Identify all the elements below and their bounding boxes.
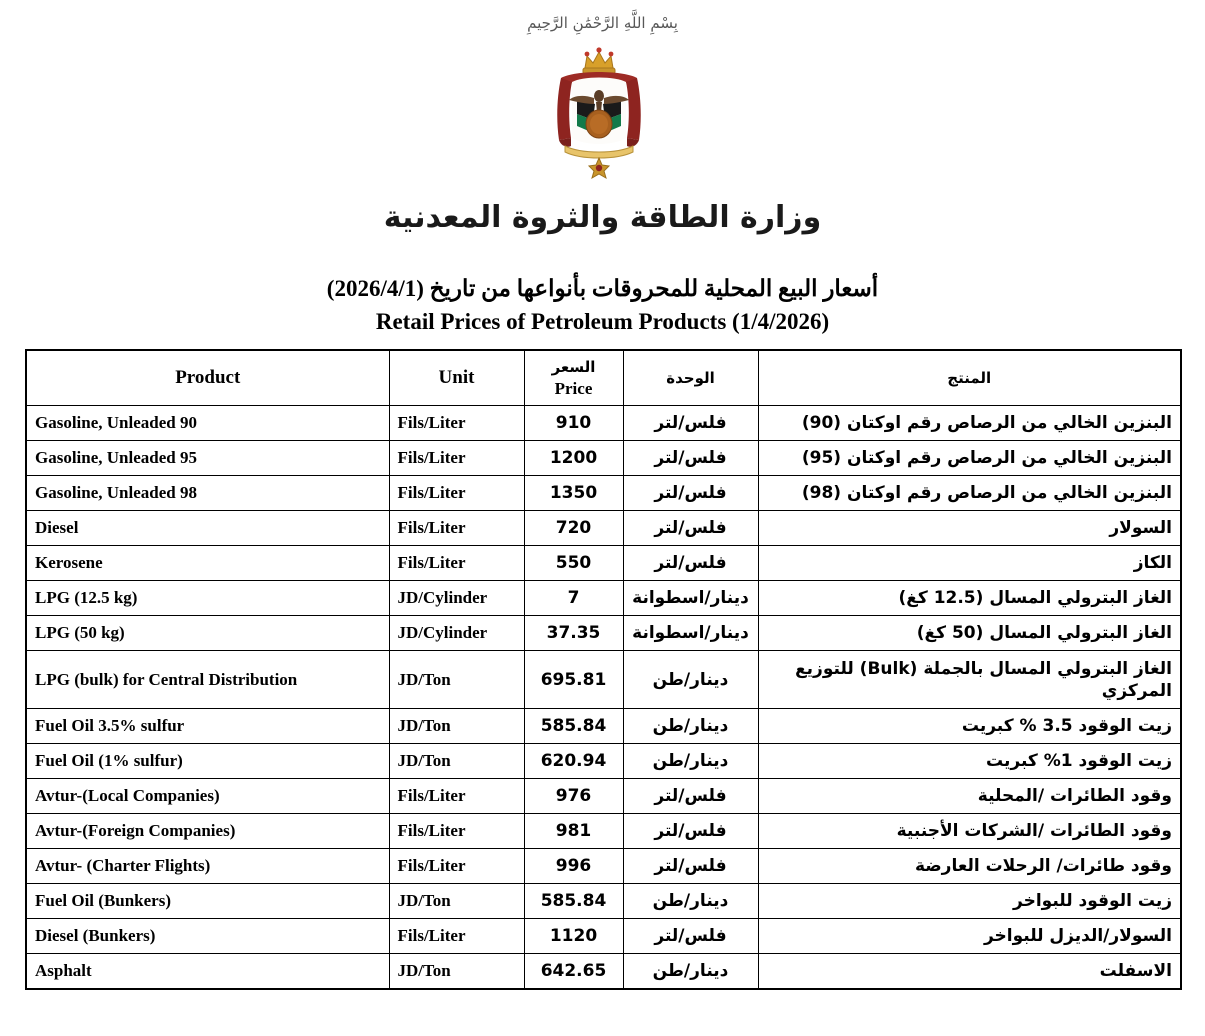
cell-product-ar: الاسفلت (758, 954, 1181, 989)
cell-unit-en: JD/Cylinder (389, 616, 524, 651)
cell-unit-en: JD/Ton (389, 744, 524, 779)
basmala-text: بِسْمِ اللَّهِ الرَّحْمَٰنِ الرَّحِيمِ (527, 14, 678, 32)
cell-unit-en: JD/Ton (389, 884, 524, 919)
cell-product-ar: زيت الوقود 3.5 % كبريت (758, 709, 1181, 744)
cell-product-en: Diesel (26, 511, 389, 546)
table-row (26, 546, 1181, 581)
retail-prices-table (25, 349, 1182, 990)
medal-icon (589, 158, 609, 178)
cell-unit-ar: فلس/لتر (623, 406, 758, 441)
cell-price: 910 (524, 406, 623, 441)
cell-product-ar: زيت الوقود للبواخر (758, 884, 1181, 919)
table-row (26, 919, 1181, 954)
banner-scroll (565, 146, 633, 158)
ministry-name: وزارة الطاقة والثروة المعدنية (383, 200, 822, 235)
table-row (26, 744, 1181, 779)
table-row (26, 884, 1181, 919)
table-header (26, 350, 1181, 406)
page-title-english: Retail Prices of Petroleum Products (1/4/2026) (375, 309, 830, 334)
cell-unit-ar: دينار/طن (623, 651, 758, 709)
cell-product-en: Gasoline, Unleaded 98 (26, 476, 389, 511)
cell-product-ar: وقود الطائرات /المحلية (758, 779, 1181, 814)
cell-product-en: Kerosene (26, 546, 389, 581)
cell-price: 37.35 (524, 616, 623, 651)
cell-product-ar: وقود طائرات/ الرحلات العارضة (758, 849, 1181, 884)
cell-unit-ar: فلس/لتر (623, 441, 758, 476)
cell-price: 720 (524, 511, 623, 546)
cell-product-en: Fuel Oil 3.5% sulfur (26, 709, 389, 744)
crown-icon (583, 47, 615, 74)
cell-price: 7 (524, 581, 623, 616)
cell-product-en: Diesel (Bunkers) (26, 919, 389, 954)
cell-product-en: Avtur-(Local Companies) (26, 779, 389, 814)
cell-product-ar: الغاز البترولي المسال (50 كغ) (758, 616, 1181, 651)
cell-unit-en: JD/Ton (389, 651, 524, 709)
cell-product-ar: السولار/الديزل للبواخر (758, 919, 1181, 954)
cell-unit-en: Fils/Liter (389, 814, 524, 849)
column-header-price (524, 350, 623, 406)
cell-price: 1200 (524, 441, 623, 476)
cell-price: 620.94 (524, 744, 623, 779)
table-row (26, 849, 1181, 884)
cell-product-ar: الغاز البترولي المسال بالجملة (Bulk) للتوزيع المركزي (758, 651, 1181, 709)
table-row (26, 581, 1181, 616)
cell-unit-en: Fils/Liter (389, 406, 524, 441)
cell-price: 585.84 (524, 884, 623, 919)
cell-product-en: Avtur-(Foreign Companies) (26, 814, 389, 849)
page-title-arabic: أسعار البيع المحلية للمحروقات بأنواعها من تاريخ (2026/4/1) (326, 276, 879, 301)
cell-unit-ar: فلس/لتر (623, 779, 758, 814)
cell-price: 642.65 (524, 954, 623, 989)
cell-product-en: Avtur- (Charter Flights) (26, 849, 389, 884)
table-header-row (26, 350, 1181, 406)
cell-unit-en: Fils/Liter (389, 546, 524, 581)
cell-unit-ar: فلس/لتر (623, 511, 758, 546)
cell-unit-ar: فلس/لتر (623, 919, 758, 954)
cell-unit-en: Fils/Liter (389, 511, 524, 546)
table-row (26, 441, 1181, 476)
cell-product-ar: السولار (758, 511, 1181, 546)
cell-product-ar: زيت الوقود 1% كبريت (758, 744, 1181, 779)
column-header-price-english: Price (554, 379, 593, 398)
table-row (26, 709, 1181, 744)
cell-unit-ar: فلس/لتر (623, 546, 758, 581)
cell-product-en: Asphalt (26, 954, 389, 989)
cell-product-en: LPG (12.5 kg) (26, 581, 389, 616)
cell-unit-ar: دينار/اسطوانة (623, 616, 758, 651)
cell-unit-en: Fils/Liter (389, 476, 524, 511)
cell-price: 1350 (524, 476, 623, 511)
cell-unit-ar: فلس/لتر (623, 476, 758, 511)
cell-product-ar: البنزين الخالي من الرصاص رقم اوكتان (90) (758, 406, 1181, 441)
cell-unit-ar: دينار/طن (623, 744, 758, 779)
cell-price: 585.84 (524, 709, 623, 744)
cell-unit-ar: دينار/طن (623, 709, 758, 744)
column-header-unit-en: Unit (389, 350, 524, 406)
cell-price: 550 (524, 546, 623, 581)
cell-product-en: Fuel Oil (1% sulfur) (26, 744, 389, 779)
table-row (26, 651, 1181, 709)
column-header-unit-ar: الوحدة (623, 350, 758, 406)
cell-unit-ar: دينار/طن (623, 954, 758, 989)
cell-price: 981 (524, 814, 623, 849)
cell-product-en: LPG (50 kg) (26, 616, 389, 651)
cell-price: 996 (524, 849, 623, 884)
cell-unit-en: Fils/Liter (389, 849, 524, 884)
cell-product-en: LPG (bulk) for Central Distribution (26, 651, 389, 709)
cell-price: 695.81 (524, 651, 623, 709)
table-row (26, 616, 1181, 651)
cell-price: 976 (524, 779, 623, 814)
cell-product-ar: وقود الطائرات /الشركات الأجنبية (758, 814, 1181, 849)
letterhead (0, 0, 1205, 240)
cell-unit-ar: دينار/اسطوانة (623, 581, 758, 616)
cell-product-en: Gasoline, Unleaded 90 (26, 406, 389, 441)
column-header-product-en: Product (26, 350, 389, 406)
table-row (26, 814, 1181, 849)
shield-emblem (586, 110, 612, 138)
table-row (26, 511, 1181, 546)
cell-unit-ar: دينار/طن (623, 884, 758, 919)
column-header-product-ar: المنتج (758, 350, 1181, 406)
jordan-coat-of-arms-emblem (523, 42, 683, 182)
table-body (26, 406, 1181, 989)
document-titles (0, 274, 1205, 337)
cell-unit-ar: فلس/لتر (623, 849, 758, 884)
cell-product-en: Gasoline, Unleaded 95 (26, 441, 389, 476)
column-header-price-arabic: السعر (551, 358, 596, 376)
cell-product-ar: الكاز (758, 546, 1181, 581)
table-row (26, 406, 1181, 441)
table-row (26, 476, 1181, 511)
table-row (26, 779, 1181, 814)
cell-unit-en: JD/Ton (389, 954, 524, 989)
cell-unit-en: JD/Cylinder (389, 581, 524, 616)
cell-product-ar: الغاز البترولي المسال (12.5 كغ) (758, 581, 1181, 616)
cell-product-ar: البنزين الخالي من الرصاص رقم اوكتان (95) (758, 441, 1181, 476)
cell-unit-en: Fils/Liter (389, 441, 524, 476)
cell-unit-en: JD/Ton (389, 709, 524, 744)
cell-price: 1120 (524, 919, 623, 954)
table-row (26, 954, 1181, 989)
cell-unit-en: Fils/Liter (389, 779, 524, 814)
cell-product-ar: البنزين الخالي من الرصاص رقم اوكتان (98) (758, 476, 1181, 511)
prices-table-container (25, 349, 1180, 990)
cell-unit-en: Fils/Liter (389, 919, 524, 954)
cell-product-en: Fuel Oil (Bunkers) (26, 884, 389, 919)
cell-unit-ar: فلس/لتر (623, 814, 758, 849)
